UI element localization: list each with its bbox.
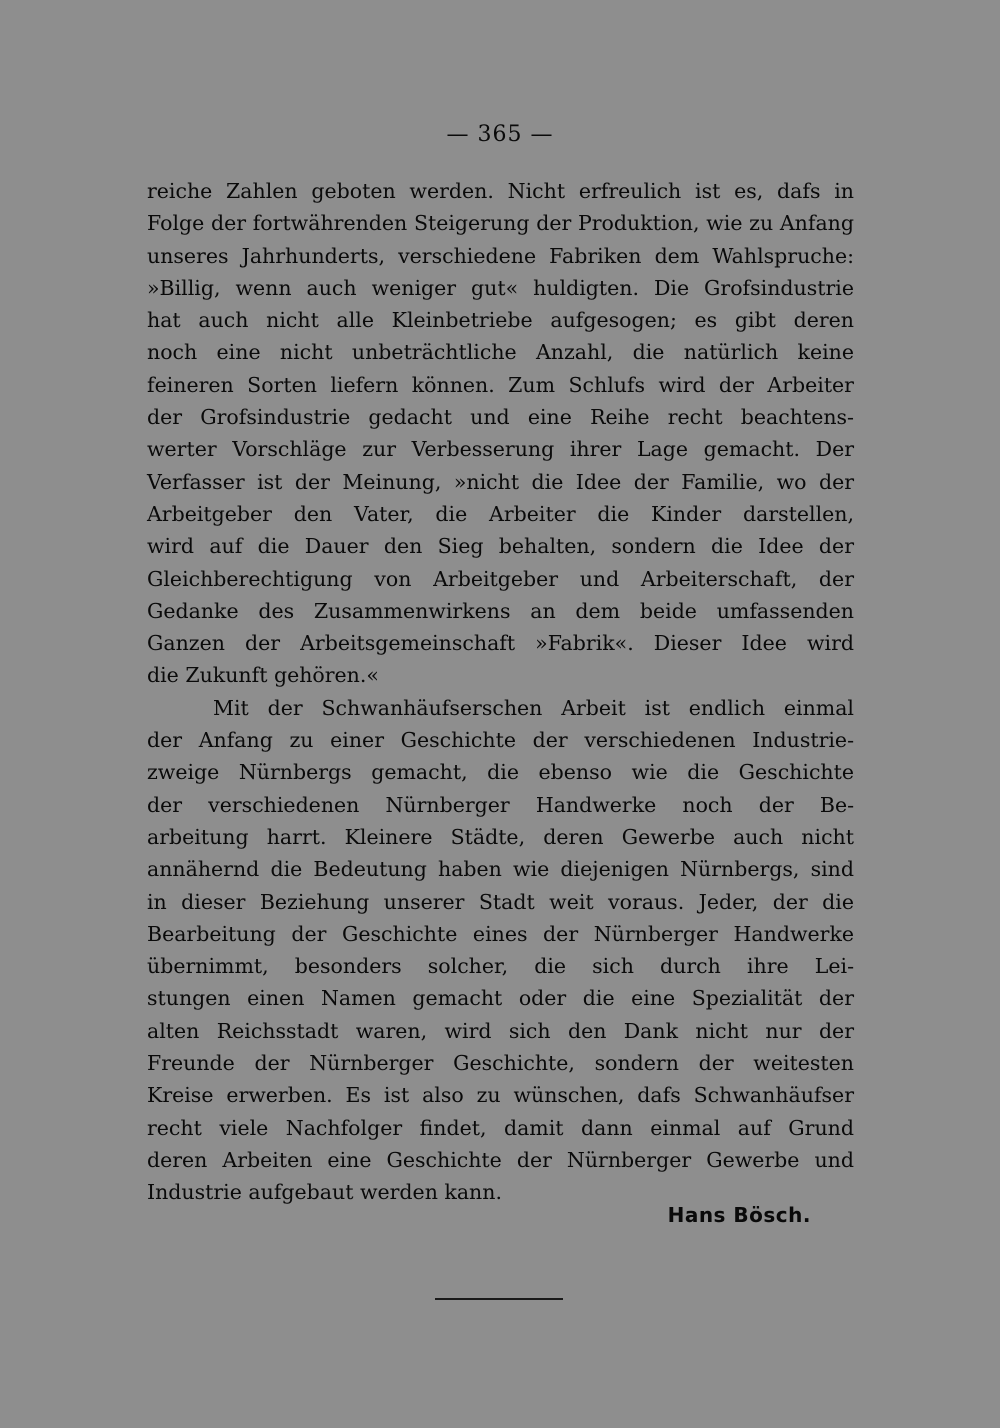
text-line: wird auf die Dauer den Sieg behalten, sondern die Idee der <box>147 534 854 559</box>
text-line: Kreise erwerben. Es ist also zu wünschen, dafs Schwanhäufser <box>147 1083 854 1108</box>
text-line: zweige Nürnbergs gemacht, die ebenso wie die Geschichte <box>147 760 854 785</box>
section-divider <box>435 1298 563 1300</box>
text-line: Gleichberechtigung von Arbeitgeber und Arbeiterschaft, der <box>147 566 854 591</box>
text-line: der Anfang zu einer Geschichte der verschiedenen Industrie- <box>147 728 854 753</box>
text-line: unseres Jahrhunderts, verschiedene Fabriken dem Wahlspruche: <box>147 243 854 268</box>
text-line: werter Vorschläge zur Verbesserung ihrer Lage gemacht. Der <box>147 437 854 462</box>
text-line: Gedanke des Zusammenwirkens an dem beide umfassenden <box>147 598 854 623</box>
text-line: Verfasser ist der Meinung, »nicht die Idee der Familie, wo der <box>147 469 854 494</box>
text-line: Folge der fortwährenden Steigerung der Produktion, wie zu Anfang <box>147 211 854 236</box>
text-line: Ganzen der Arbeitsgemeinschaft »Fabrik«. Dieser Idee wird <box>147 631 854 656</box>
text-line: Bearbeitung der Geschichte eines der Nürnberger Handwerke <box>147 921 854 946</box>
text-line-paragraph-start: Mit der Schwanhäufserschen Arbeit ist endlich einmal <box>213 695 854 720</box>
text-line: stungen einen Namen gemacht oder die eine Spezialität der <box>147 986 854 1011</box>
text-line: noch eine nicht unbeträchtliche Anzahl, die natürlich keine <box>147 340 854 365</box>
body-text <box>147 175 854 1209</box>
text-line: der Grofsindustrie gedacht und eine Reihe recht beachtens- <box>147 405 854 430</box>
text-line: in dieser Beziehung unserer Stadt weit voraus. Jeder, der die <box>147 889 854 914</box>
text-line: arbeitung harrt. Kleinere Städte, deren Gewerbe auch nicht <box>147 824 854 849</box>
text-line: Industrie aufgebaut werden kann. <box>147 1180 502 1205</box>
text-line: die Zukunft gehören.« <box>147 663 379 688</box>
text-line: Freunde der Nürnberger Geschichte, sondern der weitesten <box>147 1051 854 1076</box>
text-line: deren Arbeiten eine Geschichte der Nürnberger Gewerbe und <box>147 1147 854 1172</box>
text-line: übernimmt, besonders solcher, die sich durch ihre Lei- <box>147 954 854 979</box>
text-line: recht viele Nachfolger findet, damit dann einmal auf Grund <box>147 1115 854 1140</box>
text-line: der verschiedenen Nürnberger Handwerke noch der Be- <box>147 792 854 817</box>
page-number-header: — 365 — <box>446 122 554 147</box>
text-line: feineren Sorten liefern können. Zum Schlufs wird der Arbeiter <box>147 372 854 397</box>
text-line: annähernd die Bedeutung haben wie diejenigen Nürnbergs, sind <box>147 857 854 882</box>
text-line: Arbeitgeber den Vater, die Arbeiter die Kinder darstellen, <box>147 501 854 526</box>
text-line: hat auch nicht alle Kleinbetriebe aufgesogen; es gibt deren <box>147 308 854 333</box>
text-line: »Billig, wenn auch weniger gut« huldigten. Die Grofsindustrie <box>147 275 854 300</box>
author-signature: Hans Bösch. <box>667 1203 811 1227</box>
text-line: reiche Zahlen geboten werden. Nicht erfreulich ist es, dafs in <box>147 179 854 203</box>
text-line: alten Reichsstadt waren, wird sich den Dank nicht nur der <box>147 1018 854 1043</box>
